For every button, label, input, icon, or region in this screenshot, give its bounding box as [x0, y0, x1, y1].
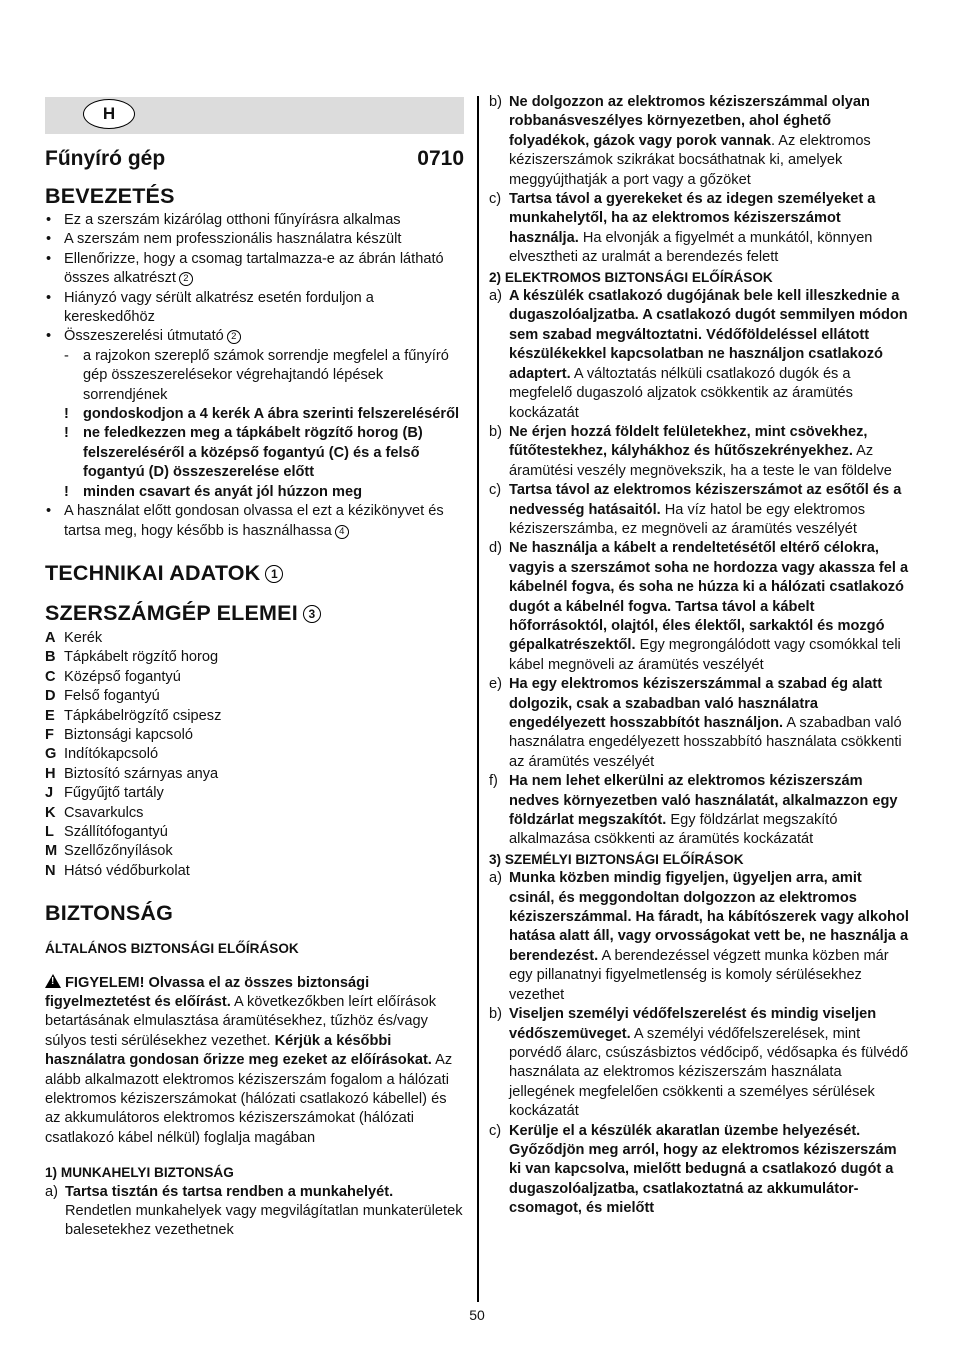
part-row: F Biztonsági kapcsoló: [45, 726, 193, 743]
rule-item: b) Viseljen személyi védőfelszerelést és mindig viseljen védőszemüveget. A személyi védőfelszerelések, mint porvédő álarc, csúszásbiztos védőcipő, védősapka és fülvédő használata az elektromos kéziszerszám használata jellegének megfelelően csökkenti a személyes sérülések kockázatát: [489, 1006, 909, 1120]
sub-item: - a rajzokon szereplő számok sorrendje megfelel a fűnyíró gép összeszerelésekor végrehajtandó lépések sorrendjének: [64, 347, 449, 403]
intro-list: [45, 211, 464, 347]
part-row: H Biztosító szárnyas anya: [45, 765, 219, 782]
part-row: E Tápkábelrögzítő csipesz: [45, 707, 222, 724]
sub-item-warning: ! gondoskodjon a 4 kerék A ábra szerinti felszereléséről: [64, 406, 460, 423]
rule-item: c) Kerülje el a készülék akaratlan üzembe helyezését. Győződjön meg arról, hogy az elektromos kéziszerszám ki van kapcsolva, mielőtt bedugná a csatlakozó dugót a dugaszolóaljzatba, csatlakoztatná az akkumulátor-csomagot, és mielőtt: [489, 1122, 897, 1217]
part-row: A Kerék: [45, 629, 103, 646]
right-column: [489, 93, 911, 1219]
elements-heading: SZERSZÁMGÉP ELEMEI 3: [45, 601, 464, 625]
parts-list: [45, 629, 464, 881]
rule-item: a) Munka közben mindig figyeljen, ügyeljen arra, amit csinál, és meggondoltan dolgozzon az elektromos kéziszerszámmal. Ha fáradt, ha kábítószerek vagy alkohol hatása alatt áll, vagy orvosságokat vett be, ne használja a berendezést. A berendezéssel végzett munka közben már egy pillanatnyi figyelmetlenség is komoly sérülésekhez vezethet: [489, 870, 909, 1003]
rule-item: b) Ne dolgozzon az elektromos kéziszerszámmal olyan robbanásveszélyes környezetben, ahol éghető folyadékok, gázok vagy porok vannak. Az elektromos kéziszerszámok szikrákat bocsáthatnak ki, amelyek meggyújthatják a port vagy a gőzöket: [489, 94, 871, 188]
part-row: K Csavarkulcs: [45, 804, 144, 821]
rule-item: f) Ha nem lehet elkerülni az elektromos kéziszerszám nedves környezetben való használatát, alkalmazzon egy földzárlat megszakítót. Egy földzárlat megszakító alkalmazása csökkenti az áramütés kockázatát: [489, 773, 898, 848]
figure-ref: 2: [227, 330, 241, 344]
part-row: J Fűgyűjtő tartály: [45, 785, 164, 802]
figure-ref: 3: [303, 605, 321, 623]
part-row: D Felső fogantyú: [45, 688, 160, 705]
rule-item: a) Tartsa tisztán és tartsa rendben a munkahelyét. Rendetlen munkahelyek vagy megvilágítatlan munkaterületek balesetekhez vezethetnek: [45, 1183, 463, 1239]
workplace-safety-heading: 1) MUNKAHELYI BIZTONSÁG: [45, 1165, 234, 1181]
intro-heading: BEVEZETÉS: [45, 184, 175, 208]
part-row: G Indítókapcsoló: [45, 746, 159, 763]
intro-list-end: [45, 502, 464, 541]
rule-item: b) Ne érjen hozzá földelt felületekhez, mint csövekhez, fűtőtestekhez, kályhákhoz és hűtőszekrényekhez. Az áramütési veszély megnövekszik, ha a teste le van földelve: [489, 423, 892, 479]
electrical-safety-heading: 2) ELEKTROMOS BIZTONSÁGI ELŐÍRÁSOK: [489, 269, 773, 285]
language-header-bar: [45, 97, 464, 134]
part-row: B Tápkábelt rögzítő horog: [45, 649, 219, 666]
figure-ref: 1: [265, 565, 283, 583]
rule-item: e) Ha egy elektromos kéziszerszámmal a szabad ég alatt dolgozik, csak a szabadban való használatra engedélyezett hosszabbítót használjon. A szabadban való használatra engedélyezett hosszabbító használata csökkenti az áramütés veszélyét: [489, 676, 902, 770]
product-name: Fűnyíró gép: [45, 147, 166, 170]
figure-ref: 2: [179, 272, 193, 286]
rule-item: c) Tartsa távol a gyerekeket és az idegen személyeket a munkahelytől, ha az elektromos kéziszerszámot használja. Ha elvonják a figyelmét a munkától, könnyen elvesztheti az uralmát a berendezés felett: [489, 191, 876, 266]
figure-ref: 4: [335, 525, 349, 539]
list-item: • A szerszám nem professzionális használatra készült: [45, 230, 464, 249]
list-item: • Összeszerelési útmutató 2: [45, 327, 464, 346]
rule-item: a) A készülék csatlakozó dugójának bele kell illeszkednie a dugaszolóaljzatba. A csatlakozó dugót semmilyen módon sem szabad megváltoztatni. Védőföldeléssel ellátott készülékekkel kapcsolatban ne használjon csatlakozó adaptert. A változtatás nélküli csatlakozó dugók és a megfelelő dugaszoló aljzatok csökkentik az áramütés kockázatát: [489, 288, 908, 421]
general-safety-heading: ÁLTALÁNOS BIZTONSÁGI ELŐÍRÁSOK: [45, 941, 299, 957]
page-number: 50: [469, 1307, 485, 1323]
sub-item-warning: ! ne feledkezzen meg a tápkábelt rögzítő horog (B) felszereléséről a középső fogantyú (C) és a felső fogantyú (D) összeszerelése előtt: [64, 425, 423, 481]
rule-item: d) Ne használja a kábelt a rendeltetésétől eltérő célokra, vagyis a szerszámot soha ne hordozza vagy akassza fel a kábelnél fogva, és soha ne húzza ki a hálózati csatlakozó dugót a kábelnél fogva. Tartsa távol a kábelt hőforrásoktól, olajtól, éles élektől, sarkaktól és mozgó gépalkatrészektől. Egy megrongálódott vagy csomókkal teli kábel megnöveli az áramütés veszélyét: [489, 540, 909, 673]
part-row: N Hátsó védőburkolat: [45, 862, 190, 879]
sub-item-warning: ! minden csavart és anyát jól húzzon meg: [64, 483, 362, 500]
list-item: • Hiányzó vagy sérült alkatrész esetén forduljon a kereskedőhöz: [45, 289, 464, 328]
list-item: • Ez a szerszám kizárólag otthoni fűnyírásra alkalmas: [45, 211, 464, 230]
list-item: • A használat előtt gondosan olvassa el ezt a kézikönyvet és tartsa meg, hogy később is használhassa 4: [45, 502, 464, 541]
language-badge: H: [83, 99, 135, 129]
list-item: • Ellenőrizze, hogy a csomag tartalmazza-e az ábrán látható összes alkatrészt 2: [45, 250, 464, 289]
warning-paragraph: !FIGYELEM! Olvassa el az összes biztonsági figyelmeztetést és előírást. A következőkben leírt előírások betartásának elmulasztása áramütésekhez, tűzhöz és/vagy súlyos testi sérülésekhez vezethet. Kérjük a későbbi használatra gondosan őrizze meg ezeket az előírásokat. Az alább alkalmazott elektromos kéziszerszám fogalom a hálózati elektromos kéziszerszámokat (hálózati csatlakozó kábellel) és az akkumulátoros elektromos kéziszerszámokat (hálózati csatlakozó kábel nélkül) foglalja magában: [45, 974, 464, 1149]
part-row: M Szellőzőnyílások: [45, 843, 173, 860]
part-row: C Középső fogantyú: [45, 668, 181, 685]
product-code: 0710: [417, 147, 464, 170]
document-title: [45, 147, 464, 171]
part-row: L Szállítófogantyú: [45, 823, 168, 840]
safety-heading: BIZTONSÁG: [45, 901, 174, 926]
warning-triangle-icon: [45, 974, 61, 988]
left-column: [45, 97, 464, 1241]
rule-item: c) Tartsa távol az elektromos kéziszerszámot az esőtől és a nedvesség hatásaitól. Ha víz hatol be egy elektromos kéziszerszámba, ez megnöveli az áramütés veszélyét: [489, 482, 902, 537]
personal-safety-heading: 3) SZEMÉLYI BIZTONSÁGI ELŐÍRÁSOK: [489, 851, 744, 867]
column-divider: [477, 96, 479, 1302]
tech-heading: TECHNIKAI ADATOK 1: [45, 561, 464, 585]
